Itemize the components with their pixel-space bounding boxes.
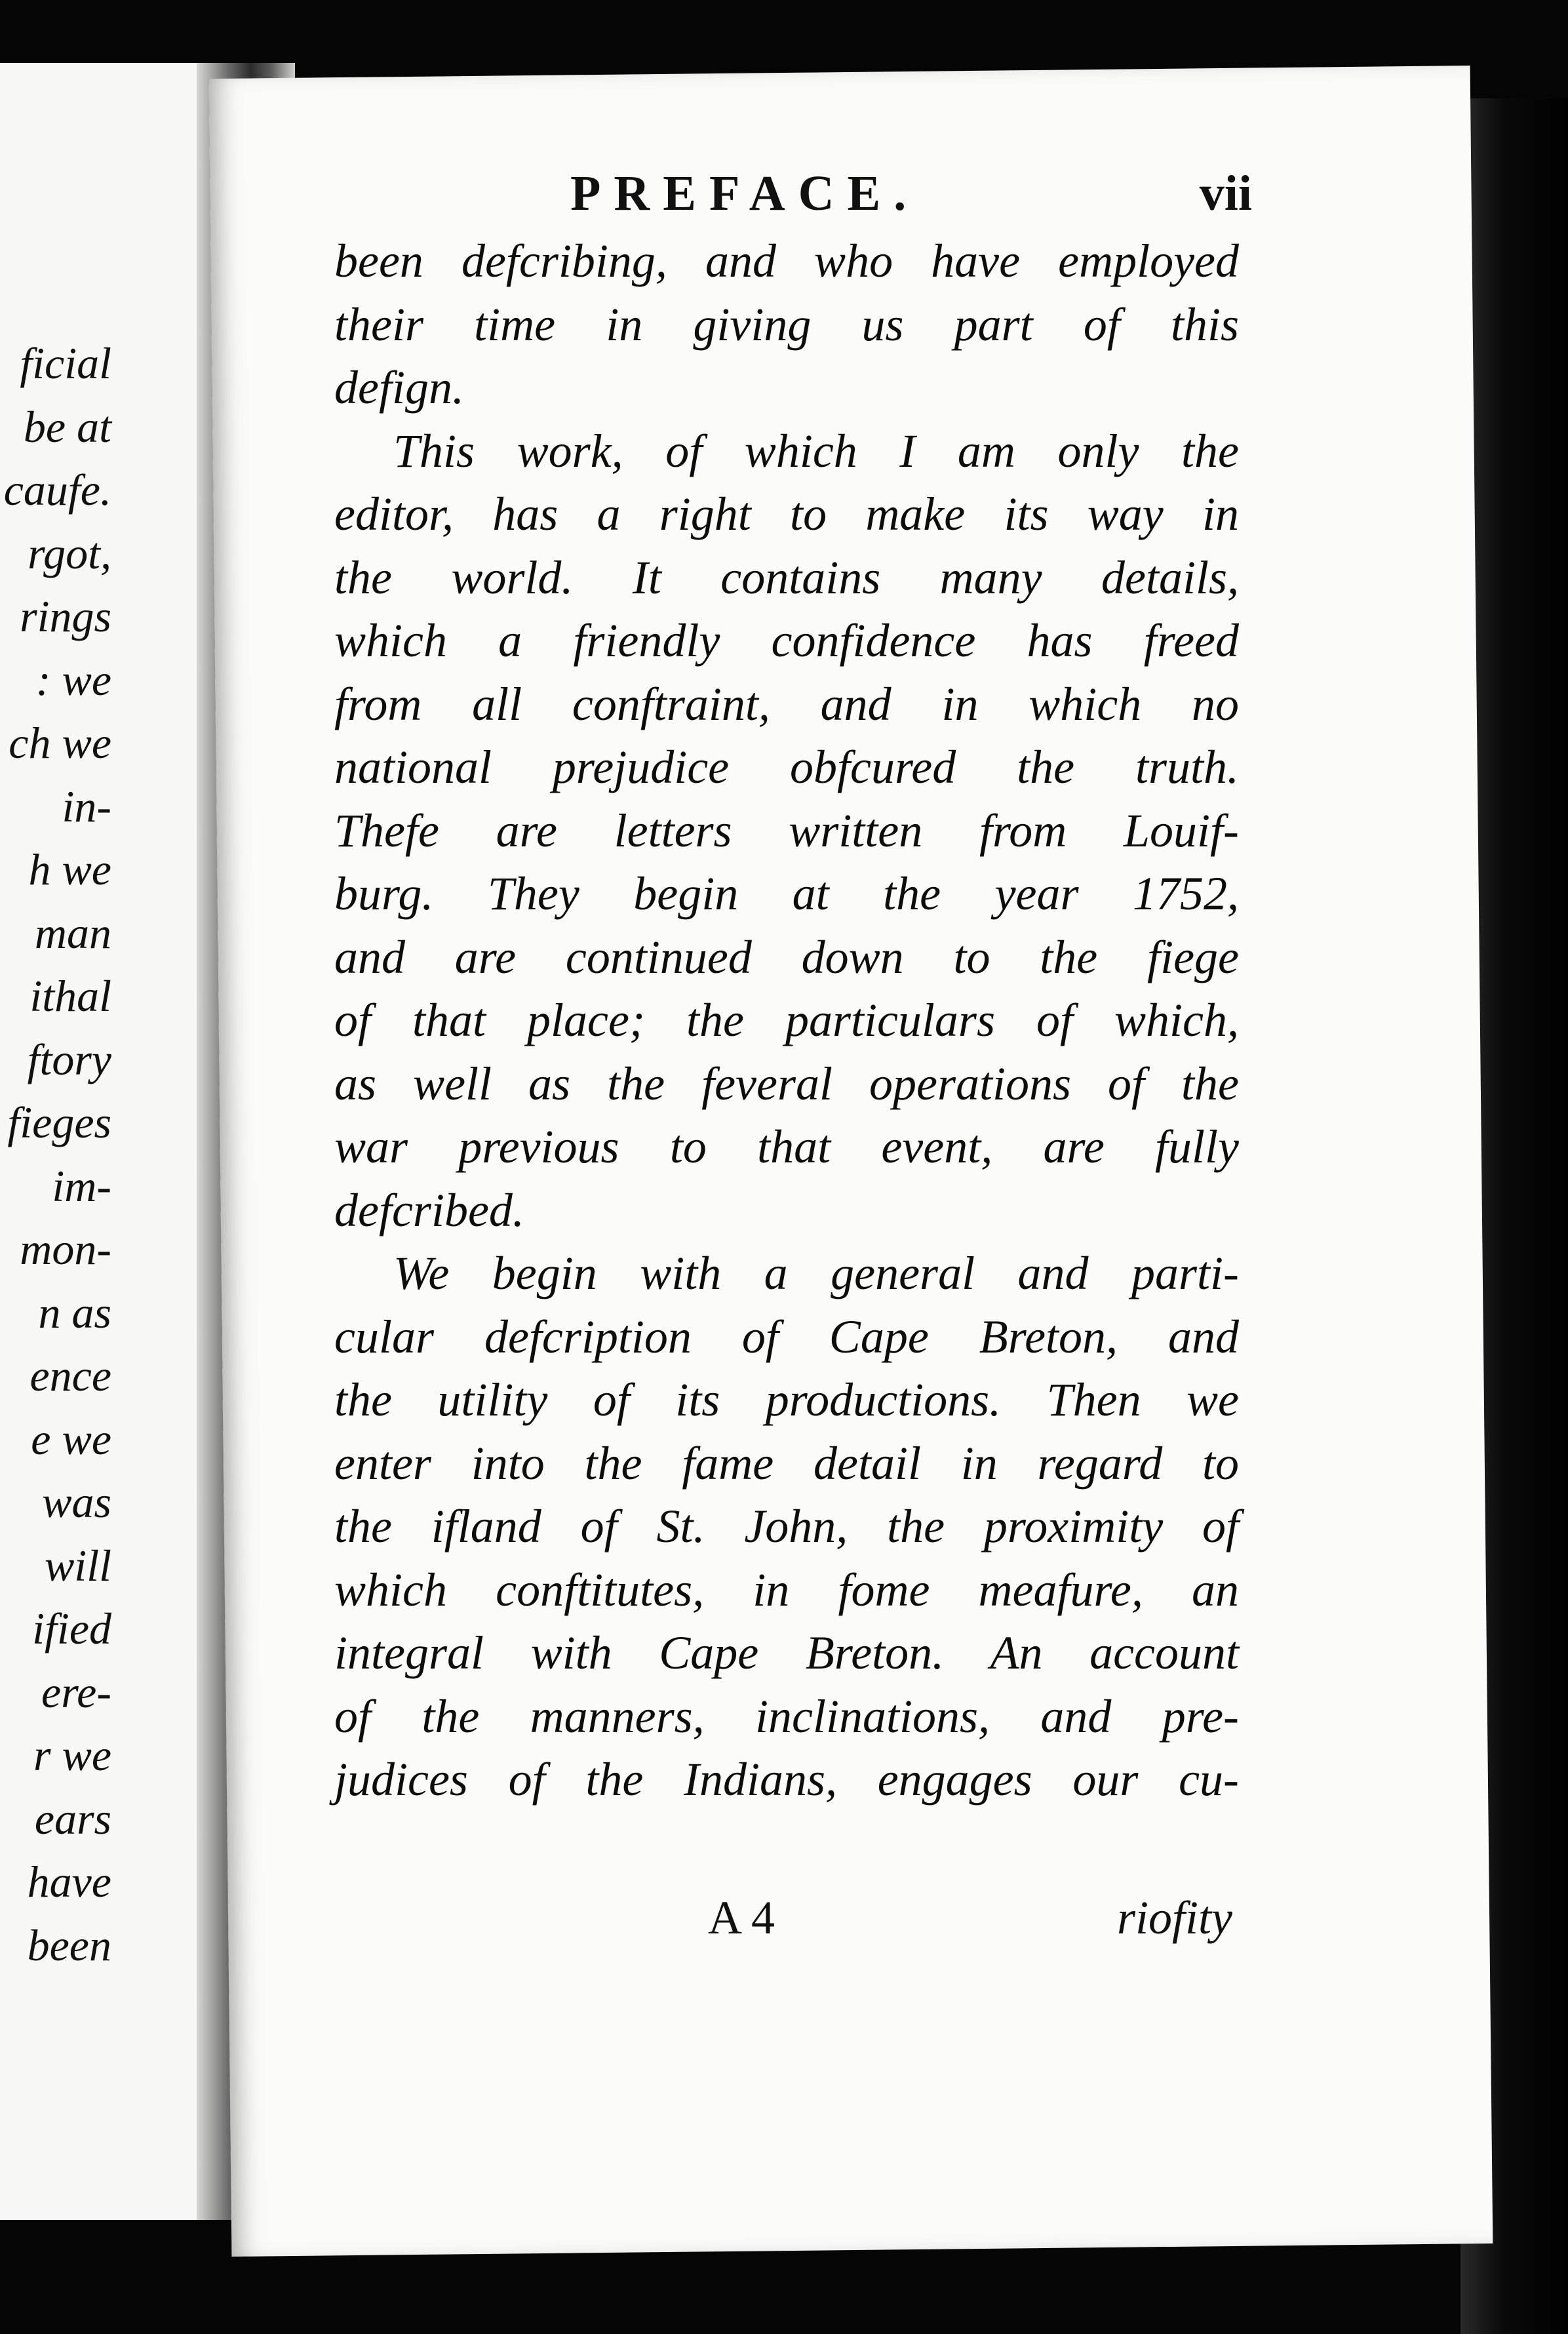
left-line: ficial [20,338,111,388]
text-line: Thefe are letters written from Louif- [334,804,1239,857]
text-line: the ifland of St. John, the proximity of [334,1500,1239,1553]
left-line: ftory [27,1034,111,1084]
left-line: im- [52,1160,111,1211]
text-line: This work, of which I am only the [393,424,1239,477]
left-line: ears [34,1793,111,1844]
left-line: been [27,1920,111,1970]
left-page-text [0,332,216,1977]
left-line: ch we [9,718,111,768]
text-line: which a friendly confidence has freed [334,614,1239,667]
text-line: which conftitutes, in fome meafure, an [334,1563,1239,1616]
left-line: e we [31,1414,111,1464]
page-number: vii [1199,166,1252,221]
text-line: and are continued down to the fiege [334,930,1239,983]
left-line: was [42,1477,111,1527]
left-line: in- [62,781,111,831]
text-line: judices of the Indians, engages our cu- [334,1753,1239,1806]
left-line: rgot, [28,528,111,578]
text-line: defcribed. [334,1183,524,1236]
text-line: of that place; the particulars of which, [334,994,1239,1046]
left-line: rings [20,591,111,641]
catchword: riofity [1117,1891,1232,1944]
left-line: caufe. [3,465,111,515]
text-line: integral with Cape Breton. An account [334,1627,1239,1679]
left-page [0,63,223,2220]
signature-mark: A 4 [708,1891,775,1944]
text-line: war previous to that event, are fully [334,1120,1239,1173]
left-line: ithal [29,971,111,1021]
text-line: editor, has a right to make its way in [334,488,1239,540]
left-line: will [44,1540,111,1591]
text-line: the world. It contains many details, [334,551,1239,604]
text-line: the utility of its productions. Then we [334,1374,1239,1426]
left-line: ified [32,1604,111,1653]
left-line: be at [23,401,111,452]
running-head [347,157,1252,229]
left-line: ence [29,1351,111,1400]
text-line: cular defcription of Cape Breton, and [334,1310,1239,1363]
text-line: their time in giving us part of this [334,298,1239,351]
page-footer [708,1882,1232,1954]
text-line: been defcribing, and who have employed [334,235,1239,287]
text-line: burg. They begin at the year 1752, [334,867,1239,920]
text-line: national prejudice obfcured the truth. [334,741,1239,793]
left-line: have [27,1857,111,1907]
text-line: from all conftraint, and in which no [334,677,1239,730]
preface-body [334,229,1239,1811]
left-line: h we [28,844,111,894]
left-line: r we [33,1730,111,1780]
left-line: : we [35,654,111,705]
text-line: defign. [334,361,464,414]
running-title: PREFACE. [570,166,920,221]
text-line: as well as the feveral operations of the [334,1057,1239,1110]
left-line: man [34,907,111,958]
left-line: mon- [20,1224,111,1274]
text-line: We begin with a general and parti- [393,1247,1239,1299]
left-line: n as [38,1287,111,1337]
text-line: enter into the fame detail in regard to [334,1436,1239,1490]
text-line: of the manners, inclinations, and pre- [334,1690,1239,1743]
left-line: ere- [41,1667,111,1717]
left-line: fieges [7,1098,111,1147]
